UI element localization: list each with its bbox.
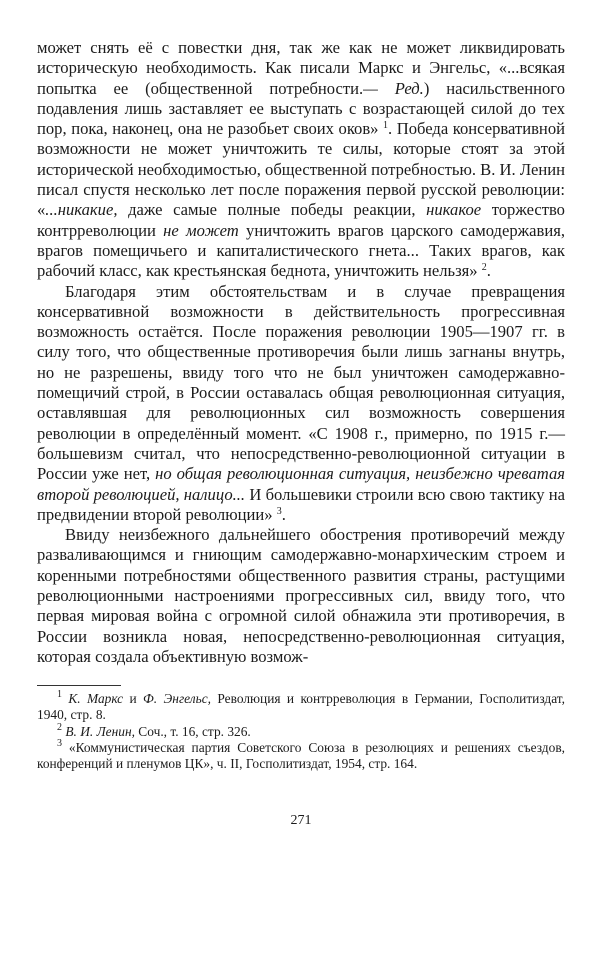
- italic-text: но общая революционная ситуация, неизбежно чреватая второй революцией, налицо...: [37, 464, 565, 504]
- italic-text: никакое: [426, 200, 482, 220]
- footnote-marker: 3: [276, 505, 282, 517]
- footnote-marker: 2: [481, 262, 487, 274]
- text-run: . Победа консервативной возможности не может уничтожить те силы, которые стоят за этой исторической необходимостью, общественной потребностью. В. И. Ленин писал спустя несколько лет после поражения первой русской революции: «: [37, 119, 565, 220]
- footnote-marker: 3: [57, 737, 62, 749]
- text-run: И большевики строили всю свою тактику на предвидении второй революции»: [37, 484, 566, 524]
- italic-text: К. Маркс: [68, 691, 124, 707]
- footnote: [37, 737, 565, 772]
- text-run: Ввиду неизбежного дальнейшего обострения противоречий между разваливающимся и гниющим самодержавно-монархическим строем и коренными потребностями общественного развития страны, растущими революционными настроениями прогрессивных сил, ввиду того, что первая мировая война с огромной силой обнажила эти противоречия, в России возникла новая, непосредственно-революционная ситуация, которая создала объективную возмож-: [37, 525, 565, 666]
- footnote-marker: 1: [57, 689, 62, 701]
- italic-text: ...никакие,: [45, 200, 118, 220]
- page-number: 271: [290, 813, 312, 829]
- footnotes: [37, 691, 565, 772]
- text-run: .: [486, 261, 491, 281]
- text-run: Соч., т. 16, стр. 326.: [134, 723, 251, 739]
- paragraph: [37, 282, 565, 526]
- paragraph: [37, 525, 565, 667]
- text-run: может снять её с повестки дня, так же как не может ликвидировать историческую необходимость. Как писали Маркс и Энгельс, «...всякая попытка ее (общественной потребности.: [37, 38, 565, 98]
- text-run: даже самые полные победы реакции,: [117, 200, 427, 220]
- text-run: .: [281, 504, 286, 524]
- italic-text: В. И. Ленин,: [65, 723, 135, 739]
- footnote: [37, 691, 565, 723]
- italic-text: Ф. Энгельс,: [143, 691, 212, 707]
- italic-text: — Ред.: [363, 78, 424, 98]
- text-run: «Коммунистическая партия Советского Союза в резолюциях и решениях съездов, конференций и пленумов ЦК», ч. II, Госполитиздат, 1954, стр. 164.: [37, 739, 565, 772]
- footnote-marker: 2: [57, 721, 62, 733]
- footnote: [37, 721, 565, 740]
- text-run: и: [123, 691, 144, 707]
- text-run: уничтожить врагов царского самодержавия, врагов помещичьего и капиталистического гнета... Таких врагов, как рабочий класс, как крестьянская беднота, уничтожить нельзя»: [37, 220, 565, 281]
- footnote-marker: 1: [383, 120, 389, 132]
- paragraph: [37, 38, 565, 282]
- text-run: Революция и контрреволюция в Германии, Госполитиздат, 1940, стр. 8.: [37, 691, 565, 723]
- italic-text: не может: [163, 220, 239, 240]
- text-run: Благодаря этим обстоятельствам и в случае превращения консервативной возможности в действительность прогрессивная возможность остаётся. После поражения революции 1905—1907 гг. в силу того, что общественные противоречия были лишь загнаны внутрь, но не разрешены, ввиду того что не был уничтожен самодержавно-помещичий строй, в России оставалась общая революционная ситуация, оставлявшая для революционных сил возможность совершения революции в определённый момент. «С 1908 г., примерно, по 1915 г.— большевизм считал, что непосредственно-революционной ситуации в России уже нет,: [37, 281, 565, 484]
- text-run: ) насильственного подавления лишь заставляет ее выступать с возрастающей силой до тех пор, пока, наконец, она не разобьет своих оков»: [37, 78, 565, 139]
- main-text: [37, 38, 565, 667]
- footnote-separator: [37, 685, 121, 686]
- book-page: [37, 38, 565, 829]
- text-run: торжество контрреволюции: [37, 200, 565, 240]
